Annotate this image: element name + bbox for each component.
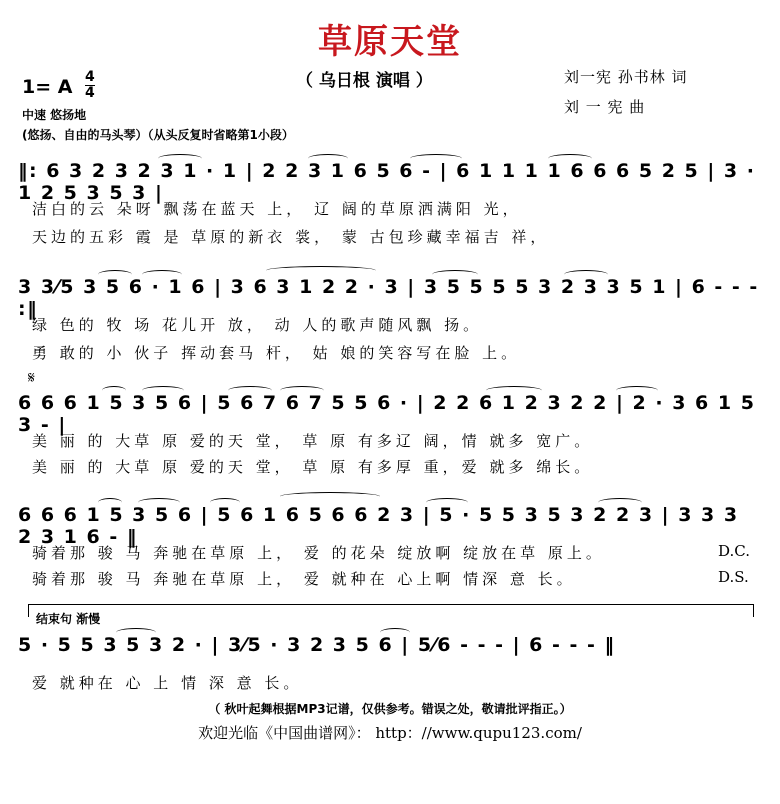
- time-signature: [85, 70, 95, 101]
- slur: [380, 628, 410, 637]
- slur: [210, 498, 240, 507]
- lyric-row-2-verse-2: 勇 敢的 小 伙子 挥动套马 杆， 姑 娘的笑容写在脸 上。: [32, 344, 521, 362]
- slur: [280, 492, 380, 501]
- lyric-row-1-verse-2: 天边的五彩 霞 是 草原的新衣 裳， 蒙 古包珍藏幸福吉 祥，: [32, 228, 550, 246]
- lyricist-credit: 刘一宪 孙书林 词: [564, 68, 688, 86]
- slur: [308, 154, 348, 163]
- composer-credit: 刘 一 宪 曲: [564, 98, 646, 116]
- song-title: 草原天堂: [318, 22, 462, 62]
- slur: [564, 270, 608, 279]
- score-row-1: [18, 156, 760, 204]
- singer-credit: （ 乌日根 演唱 ）: [296, 71, 433, 91]
- dc-marking: D.C.: [718, 542, 750, 560]
- score-row-3: [18, 388, 760, 436]
- meter-bottom: 4: [85, 85, 95, 101]
- ds-marking: D.S.: [718, 568, 749, 586]
- notes-row-4: 6 6 6 1 5 3 5 6 | 5 6 1 6 5 6 6 2 3 | 5 · 5 5 3 5 3 2 2 3 | 3 3 3 2 3 1 6 - ‖: [18, 504, 739, 548]
- slur: [116, 628, 156, 637]
- slur: [426, 498, 468, 507]
- slur: [98, 498, 122, 507]
- lyric-row-3-verse-1: 美 丽 的 大草 原 爱的天 堂， 草 原 有多辽 阔，情 就多 宽广。: [32, 432, 594, 450]
- score-row-5: [18, 630, 760, 664]
- slur: [598, 498, 642, 507]
- score-row-2: [18, 272, 760, 320]
- key-signature: 1= A: [22, 76, 73, 98]
- slur: [548, 154, 592, 163]
- tempo-marking: 中速 悠扬地: [22, 108, 87, 122]
- website-credit: 欢迎光临《中国曲谱网》： http：//www.qupu123.com/: [198, 724, 582, 742]
- slur: [280, 386, 324, 395]
- lyric-row-3-verse-2: 美 丽 的 大草 原 爱的天 堂， 草 原 有多厚 重，爱 就多 绵长。: [32, 458, 594, 476]
- slur: [102, 386, 126, 395]
- lyric-row-1-verse-1: 洁白的云 朵呀 飘荡在蓝天 上， 辽 阔的草原洒满阳 光，: [32, 200, 522, 218]
- performance-instruction: (悠扬、自由的马头琴）（从头反复时省略第1小段）: [22, 128, 294, 142]
- score-row-4: [18, 500, 760, 548]
- slur: [486, 386, 542, 395]
- slur: [142, 270, 182, 279]
- ending-bracket: [28, 604, 754, 605]
- slur: [266, 266, 376, 275]
- notes-row-5: 5 · 5 5 3 5 3 2 · | 3⁄5 · 3 2 3 5 6 | 5⁄6 - - - | 6 - - - ‖: [18, 634, 616, 656]
- slur: [138, 498, 180, 507]
- slur: [98, 270, 132, 279]
- notes-row-2: 3 3⁄5 3 5 6 · 1 6 | 3 6 3 1 2 2 · 3 | 3 5 5 5 5 3 2 3 3 5 1 | 6 - - - :‖: [18, 276, 759, 320]
- lyric-row-2-verse-1: 绿 色的 牧 场 花儿开 放， 动 人的歌声随风飘 扬。: [32, 316, 483, 334]
- lyric-row-5: 爱 就种在 心 上 情 深 意 长。: [32, 674, 303, 692]
- segno-icon: 𝄋: [28, 368, 35, 387]
- slur: [142, 386, 184, 395]
- slur: [432, 270, 478, 279]
- notes-row-3: 6 6 6 1 5 3 5 6 | 5 6 7 6 7 5 5 6 · | 2 2 6 1 2 3 2 2 | 2 · 3 6 1 5 3 - |: [18, 392, 756, 436]
- slur: [616, 386, 658, 395]
- notes-row-1: ‖: 6 3 2 3 2 3 1 · 1 | 2 2 3 1 6 5 6 - | 6 1 1 1 1 6 6 6 5 2 5 | 3 · 1 2 5 3 5 3 |: [18, 160, 756, 204]
- slur: [410, 154, 462, 163]
- transcription-note: （ 秋叶起舞根据MP3记谱，仅供参考。错误之处，敬请批评指正。）: [208, 702, 572, 716]
- lyric-row-4-verse-2: 骑着那 骏 马 奔驰在草原 上， 爱 就种在 心上啊 情深 意 长。: [32, 570, 576, 588]
- slur: [228, 386, 272, 395]
- slur: [158, 154, 202, 163]
- meter-top: 4: [85, 69, 95, 85]
- ending-label: 结束句 渐慢: [36, 612, 101, 626]
- lyric-row-4-verse-1: 骑着那 骏 马 奔驰在草原 上， 爱 的花朵 绽放啊 绽放在草 原上。: [32, 544, 605, 562]
